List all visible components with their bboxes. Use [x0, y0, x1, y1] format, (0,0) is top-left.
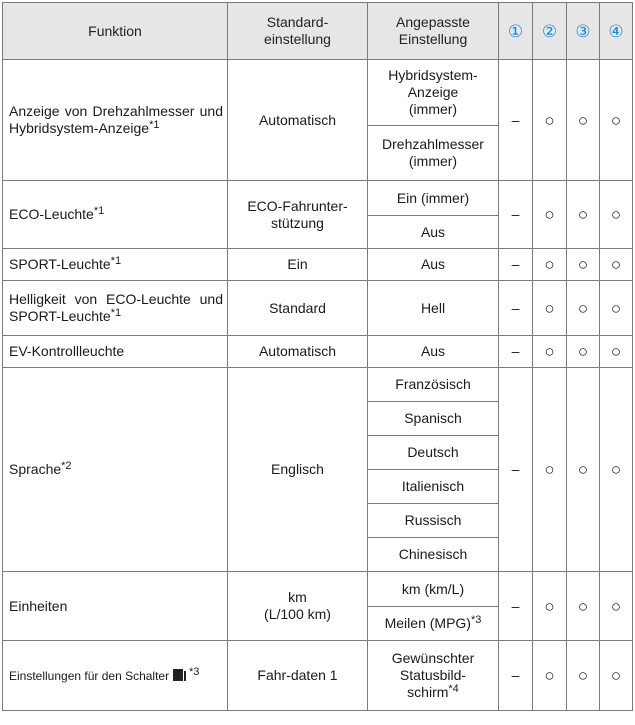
table-row-switch [3, 641, 633, 711]
mark-brightness-2: ○ [533, 281, 567, 336]
option-brightness-1: Hell [368, 281, 499, 336]
header-col-2: ② [533, 3, 567, 60]
mark-language-4: ○ [600, 368, 633, 572]
header-row [3, 3, 633, 60]
mark-sport-4: ○ [600, 249, 633, 281]
function-ev: EV-Kontrollleuchte [3, 336, 228, 368]
default-ev: Automatisch [228, 336, 368, 368]
function-brightness: Helligkeit von ECO-Leuchte und SPORT-Leuchte$^{*1}$ [3, 281, 228, 336]
default-eco: ECO-Fahrunter- stützung [228, 181, 368, 249]
option-sport-1: Aus [368, 249, 499, 281]
mark-tacho-1: – [499, 60, 533, 181]
mark-brightness-4: ○ [600, 281, 633, 336]
mark-units-3: ○ [567, 572, 600, 641]
mark-sport-3: ○ [567, 249, 600, 281]
option-units-1: km (km/L) [368, 572, 499, 607]
option-tacho-2: Drehzahlmesser (immer) [368, 126, 499, 181]
header-custom: Angepasste Einstellung [368, 3, 499, 60]
table-row-ev [3, 336, 633, 368]
option-language-2: Spanisch [368, 402, 499, 436]
function-sport: SPORT-Leuchte$^{*1}$ [3, 249, 228, 281]
mark-tacho-4: ○ [600, 60, 633, 181]
settings-table [2, 2, 633, 711]
default-brightness: Standard [228, 281, 368, 336]
option-language-6: Chinesisch [368, 538, 499, 572]
table-row-sport [3, 249, 633, 281]
mark-ev-1: – [499, 336, 533, 368]
mark-sport-1: – [499, 249, 533, 281]
option-language-5: Russisch [368, 504, 499, 538]
default-language: Englisch [228, 368, 368, 572]
mark-ev-4: ○ [600, 336, 633, 368]
mark-ev-3: ○ [567, 336, 600, 368]
mark-eco-4: ○ [600, 181, 633, 249]
book-icon [173, 669, 183, 681]
mark-language-3: ○ [567, 368, 600, 572]
default-sport: Ein [228, 249, 368, 281]
mark-units-1: – [499, 572, 533, 641]
mark-units-4: ○ [600, 572, 633, 641]
table-row-language [3, 368, 633, 402]
mark-sport-2: ○ [533, 249, 567, 281]
mark-tacho-2: ○ [533, 60, 567, 181]
mark-tacho-3: ○ [567, 60, 600, 181]
mark-brightness-1: – [499, 281, 533, 336]
mark-language-2: ○ [533, 368, 567, 572]
default-units: km (L/100 km) [228, 572, 368, 641]
mark-switch-4: ○ [600, 641, 633, 711]
option-units-2: Meilen (MPG)$^{*3}$ [368, 607, 499, 641]
mark-language-1: – [499, 368, 533, 572]
header-col-1: ① [499, 3, 533, 60]
table-row-units [3, 572, 633, 607]
option-tacho-1: Hybridsystem- Anzeige (immer) [368, 60, 499, 126]
option-language-1: Französisch [368, 368, 499, 402]
option-language-4: Italienisch [368, 470, 499, 504]
option-eco-1: Ein (immer) [368, 181, 499, 216]
function-eco: ECO-Leuchte$^{*1}$ [3, 181, 228, 249]
option-ev-1: Aus [368, 336, 499, 368]
function-language: Sprache$^{*2}$ [3, 368, 228, 572]
mark-brightness-3: ○ [567, 281, 600, 336]
mark-eco-1: – [499, 181, 533, 249]
table-row-tacho [3, 60, 633, 126]
function-tacho: Anzeige von Drehzahlmesser und Hybridsystem-Anzeige$^{*1}$ [3, 60, 228, 181]
header-function: Funktion [3, 3, 228, 60]
mark-units-2: ○ [533, 572, 567, 641]
function-switch: Einstellungen für den Schalter $^{*3}$ [3, 641, 228, 711]
default-tacho: Automatisch [228, 60, 368, 181]
header-col-3: ③ [567, 3, 600, 60]
header-col-4: ④ [600, 3, 633, 60]
table-row-eco [3, 181, 633, 216]
mark-eco-2: ○ [533, 181, 567, 249]
mark-eco-3: ○ [567, 181, 600, 249]
mark-switch-3: ○ [567, 641, 600, 711]
header-default: Standard- einstellung [228, 3, 368, 60]
option-eco-2: Aus [368, 216, 499, 249]
function-units: Einheiten [3, 572, 228, 641]
option-language-3: Deutsch [368, 436, 499, 470]
mark-switch-1: – [499, 641, 533, 711]
mark-switch-2: ○ [533, 641, 567, 711]
mark-ev-2: ○ [533, 336, 567, 368]
default-switch: Fahr-daten 1 [228, 641, 368, 711]
table-row-brightness [3, 281, 633, 336]
option-switch-1: Gewünschter Statusbild- schirm$^{*4}$ [368, 641, 499, 711]
